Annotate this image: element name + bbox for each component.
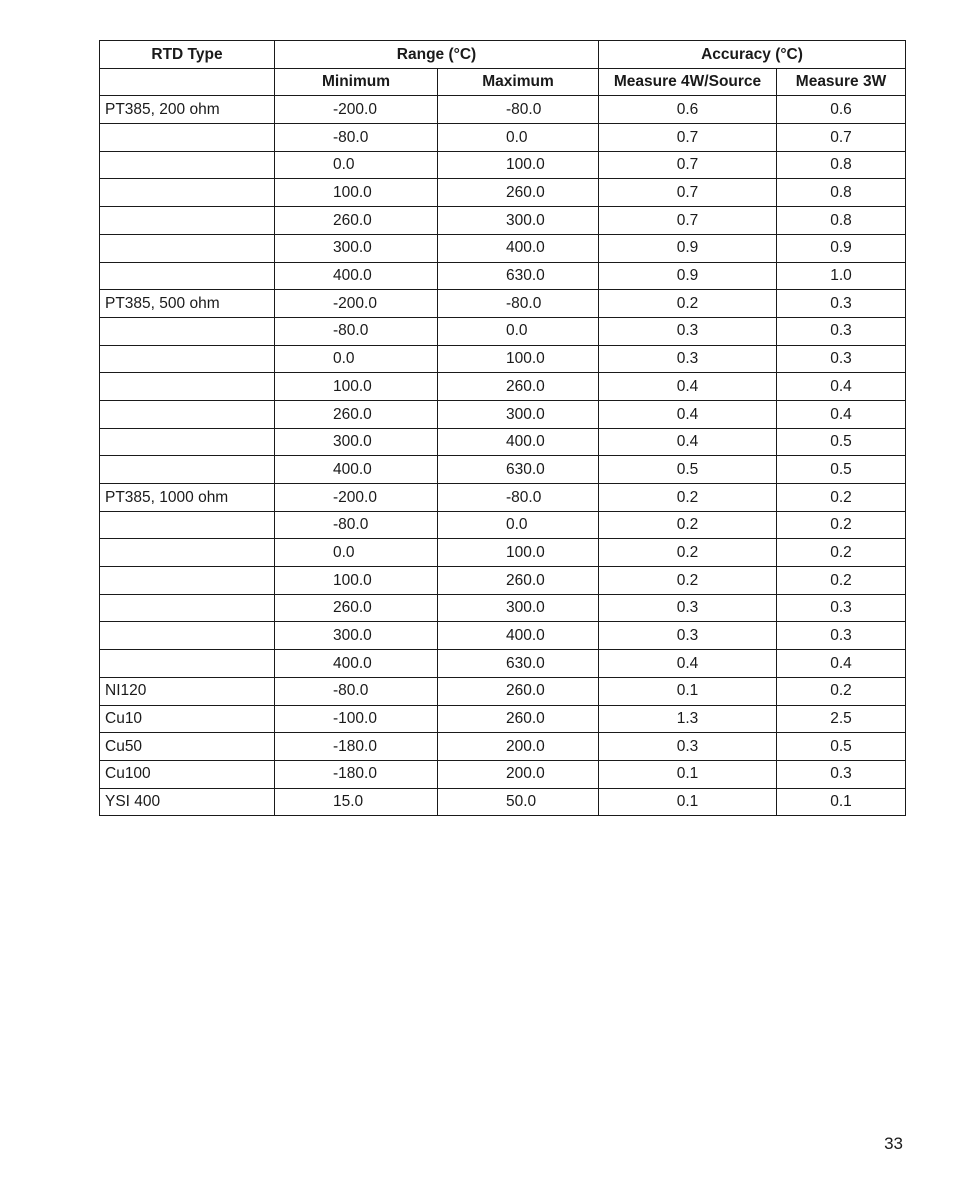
table-row — [100, 207, 906, 235]
cell-measure-3w: 0.2 — [777, 511, 906, 539]
cell-maximum: 0.0 — [438, 124, 599, 152]
cell-rtd-type — [100, 428, 275, 456]
cell-minimum: 100.0 — [275, 373, 438, 401]
cell-measure-4w-source: 0.4 — [599, 373, 777, 401]
cell-maximum: 100.0 — [438, 151, 599, 179]
cell-maximum: 260.0 — [438, 567, 599, 595]
cell-measure-4w-source: 0.7 — [599, 124, 777, 152]
cell-rtd-type — [100, 345, 275, 373]
cell-rtd-type: YSI 400 — [100, 788, 275, 816]
cell-maximum: 400.0 — [438, 428, 599, 456]
cell-measure-4w-source: 0.3 — [599, 733, 777, 761]
page-number: 33 — [884, 1134, 903, 1153]
cell-minimum: -80.0 — [275, 677, 438, 705]
cell-measure-3w: 0.4 — [777, 400, 906, 428]
cell-maximum: 0.0 — [438, 317, 599, 345]
cell-measure-3w: 0.3 — [777, 594, 906, 622]
cell-measure-4w-source: 0.9 — [599, 234, 777, 262]
cell-maximum: 630.0 — [438, 650, 599, 678]
cell-measure-3w: 0.2 — [777, 567, 906, 595]
cell-measure-4w-source: 0.7 — [599, 151, 777, 179]
cell-measure-3w: 0.5 — [777, 428, 906, 456]
cell-maximum: 200.0 — [438, 760, 599, 788]
cell-rtd-type: Cu10 — [100, 705, 275, 733]
cell-minimum: 300.0 — [275, 428, 438, 456]
cell-measure-3w: 0.3 — [777, 290, 906, 318]
cell-measure-4w-source: 0.2 — [599, 290, 777, 318]
table-row — [100, 539, 906, 567]
cell-minimum: 400.0 — [275, 262, 438, 290]
cell-rtd-type — [100, 594, 275, 622]
cell-minimum: 260.0 — [275, 400, 438, 428]
cell-rtd-type — [100, 207, 275, 235]
header-measure-4w-source: Measure 4W/Source — [599, 68, 777, 96]
cell-minimum: 100.0 — [275, 567, 438, 595]
cell-maximum: 0.0 — [438, 511, 599, 539]
cell-rtd-type — [100, 650, 275, 678]
cell-rtd-type — [100, 373, 275, 401]
table-row — [100, 456, 906, 484]
cell-measure-4w-source: 0.2 — [599, 511, 777, 539]
table-row — [100, 345, 906, 373]
cell-rtd-type — [100, 400, 275, 428]
cell-measure-4w-source: 0.2 — [599, 567, 777, 595]
cell-measure-4w-source: 0.9 — [599, 262, 777, 290]
table-row — [100, 567, 906, 595]
table-row — [100, 705, 906, 733]
table-body — [100, 96, 906, 816]
cell-minimum: 15.0 — [275, 788, 438, 816]
cell-maximum: 400.0 — [438, 234, 599, 262]
cell-measure-4w-source: 0.3 — [599, 317, 777, 345]
cell-rtd-type — [100, 456, 275, 484]
table-row — [100, 262, 906, 290]
cell-rtd-type: PT385, 1000 ohm — [100, 484, 275, 512]
cell-measure-3w: 0.4 — [777, 373, 906, 401]
cell-maximum: 260.0 — [438, 373, 599, 401]
cell-rtd-type — [100, 511, 275, 539]
table-row — [100, 151, 906, 179]
cell-maximum: -80.0 — [438, 290, 599, 318]
table-row — [100, 594, 906, 622]
cell-maximum: 300.0 — [438, 594, 599, 622]
cell-rtd-type: Cu50 — [100, 733, 275, 761]
cell-rtd-type — [100, 622, 275, 650]
table-row — [100, 400, 906, 428]
header-accuracy: Accuracy (°C) — [599, 41, 906, 69]
header-row-2 — [100, 68, 906, 96]
table-row — [100, 179, 906, 207]
cell-measure-4w-source: 1.3 — [599, 705, 777, 733]
table-row — [100, 650, 906, 678]
cell-measure-4w-source: 0.6 — [599, 96, 777, 124]
table-row — [100, 373, 906, 401]
cell-measure-4w-source: 0.1 — [599, 760, 777, 788]
cell-maximum: -80.0 — [438, 484, 599, 512]
cell-rtd-type: PT385, 500 ohm — [100, 290, 275, 318]
table-row — [100, 511, 906, 539]
cell-maximum: 300.0 — [438, 207, 599, 235]
cell-minimum: 0.0 — [275, 345, 438, 373]
table-row — [100, 788, 906, 816]
cell-minimum: 300.0 — [275, 622, 438, 650]
table-row — [100, 677, 906, 705]
cell-rtd-type — [100, 179, 275, 207]
cell-maximum: 630.0 — [438, 262, 599, 290]
table-row — [100, 96, 906, 124]
cell-rtd-type — [100, 317, 275, 345]
cell-measure-3w: 0.2 — [777, 539, 906, 567]
cell-measure-3w: 0.4 — [777, 650, 906, 678]
cell-measure-4w-source: 0.4 — [599, 428, 777, 456]
cell-maximum: 630.0 — [438, 456, 599, 484]
cell-minimum: 0.0 — [275, 539, 438, 567]
cell-measure-3w: 0.5 — [777, 456, 906, 484]
cell-minimum: -200.0 — [275, 96, 438, 124]
cell-measure-4w-source: 0.2 — [599, 539, 777, 567]
cell-minimum: 300.0 — [275, 234, 438, 262]
cell-maximum: 100.0 — [438, 539, 599, 567]
cell-maximum: 50.0 — [438, 788, 599, 816]
cell-measure-3w: 0.6 — [777, 96, 906, 124]
cell-rtd-type — [100, 124, 275, 152]
cell-maximum: -80.0 — [438, 96, 599, 124]
cell-measure-4w-source: 0.7 — [599, 179, 777, 207]
cell-measure-3w: 0.9 — [777, 234, 906, 262]
header-rtd-type: RTD Type — [100, 41, 275, 69]
cell-maximum: 200.0 — [438, 733, 599, 761]
cell-minimum: -100.0 — [275, 705, 438, 733]
cell-minimum: 400.0 — [275, 456, 438, 484]
cell-maximum: 400.0 — [438, 622, 599, 650]
cell-rtd-type — [100, 539, 275, 567]
cell-rtd-type: Cu100 — [100, 760, 275, 788]
cell-measure-4w-source: 0.2 — [599, 484, 777, 512]
cell-minimum: -80.0 — [275, 511, 438, 539]
header-maximum: Maximum — [438, 68, 599, 96]
table-row — [100, 234, 906, 262]
cell-minimum: -80.0 — [275, 317, 438, 345]
cell-measure-4w-source: 0.7 — [599, 207, 777, 235]
table-row — [100, 760, 906, 788]
cell-measure-3w: 1.0 — [777, 262, 906, 290]
cell-minimum: -180.0 — [275, 733, 438, 761]
header-range: Range (°C) — [275, 41, 599, 69]
cell-rtd-type — [100, 151, 275, 179]
table-row — [100, 290, 906, 318]
table-row — [100, 428, 906, 456]
table-row — [100, 317, 906, 345]
cell-maximum: 260.0 — [438, 705, 599, 733]
cell-measure-3w: 0.3 — [777, 317, 906, 345]
cell-rtd-type: NI120 — [100, 677, 275, 705]
cell-measure-4w-source: 0.5 — [599, 456, 777, 484]
cell-measure-4w-source: 0.3 — [599, 594, 777, 622]
cell-measure-3w: 0.7 — [777, 124, 906, 152]
cell-maximum: 100.0 — [438, 345, 599, 373]
cell-measure-3w: 0.2 — [777, 484, 906, 512]
cell-minimum: 260.0 — [275, 594, 438, 622]
cell-minimum: 400.0 — [275, 650, 438, 678]
cell-maximum: 260.0 — [438, 677, 599, 705]
cell-minimum: 0.0 — [275, 151, 438, 179]
cell-measure-4w-source: 0.4 — [599, 400, 777, 428]
cell-minimum: -200.0 — [275, 484, 438, 512]
header-empty-cell — [100, 68, 275, 96]
cell-measure-3w: 0.5 — [777, 733, 906, 761]
cell-measure-3w: 2.5 — [777, 705, 906, 733]
cell-maximum: 260.0 — [438, 179, 599, 207]
cell-measure-3w: 0.3 — [777, 622, 906, 650]
header-row-1 — [100, 41, 906, 69]
cell-measure-4w-source: 0.1 — [599, 788, 777, 816]
cell-measure-4w-source: 0.3 — [599, 622, 777, 650]
cell-rtd-type — [100, 234, 275, 262]
table-row — [100, 733, 906, 761]
cell-measure-4w-source: 0.1 — [599, 677, 777, 705]
cell-measure-3w: 0.2 — [777, 677, 906, 705]
cell-maximum: 300.0 — [438, 400, 599, 428]
cell-measure-3w: 0.8 — [777, 207, 906, 235]
cell-measure-3w: 0.3 — [777, 760, 906, 788]
cell-measure-3w: 0.8 — [777, 179, 906, 207]
table-row — [100, 622, 906, 650]
cell-rtd-type — [100, 567, 275, 595]
cell-minimum: 260.0 — [275, 207, 438, 235]
cell-measure-4w-source: 0.4 — [599, 650, 777, 678]
cell-minimum: -80.0 — [275, 124, 438, 152]
cell-minimum: -200.0 — [275, 290, 438, 318]
cell-rtd-type — [100, 262, 275, 290]
header-minimum: Minimum — [275, 68, 438, 96]
cell-measure-3w: 0.1 — [777, 788, 906, 816]
cell-minimum: -180.0 — [275, 760, 438, 788]
cell-measure-3w: 0.3 — [777, 345, 906, 373]
cell-minimum: 100.0 — [275, 179, 438, 207]
table-row — [100, 124, 906, 152]
rtd-accuracy-table — [99, 40, 906, 816]
cell-measure-3w: 0.8 — [777, 151, 906, 179]
cell-measure-4w-source: 0.3 — [599, 345, 777, 373]
cell-rtd-type: PT385, 200 ohm — [100, 96, 275, 124]
table-row — [100, 484, 906, 512]
header-measure-3w: Measure 3W — [777, 68, 906, 96]
